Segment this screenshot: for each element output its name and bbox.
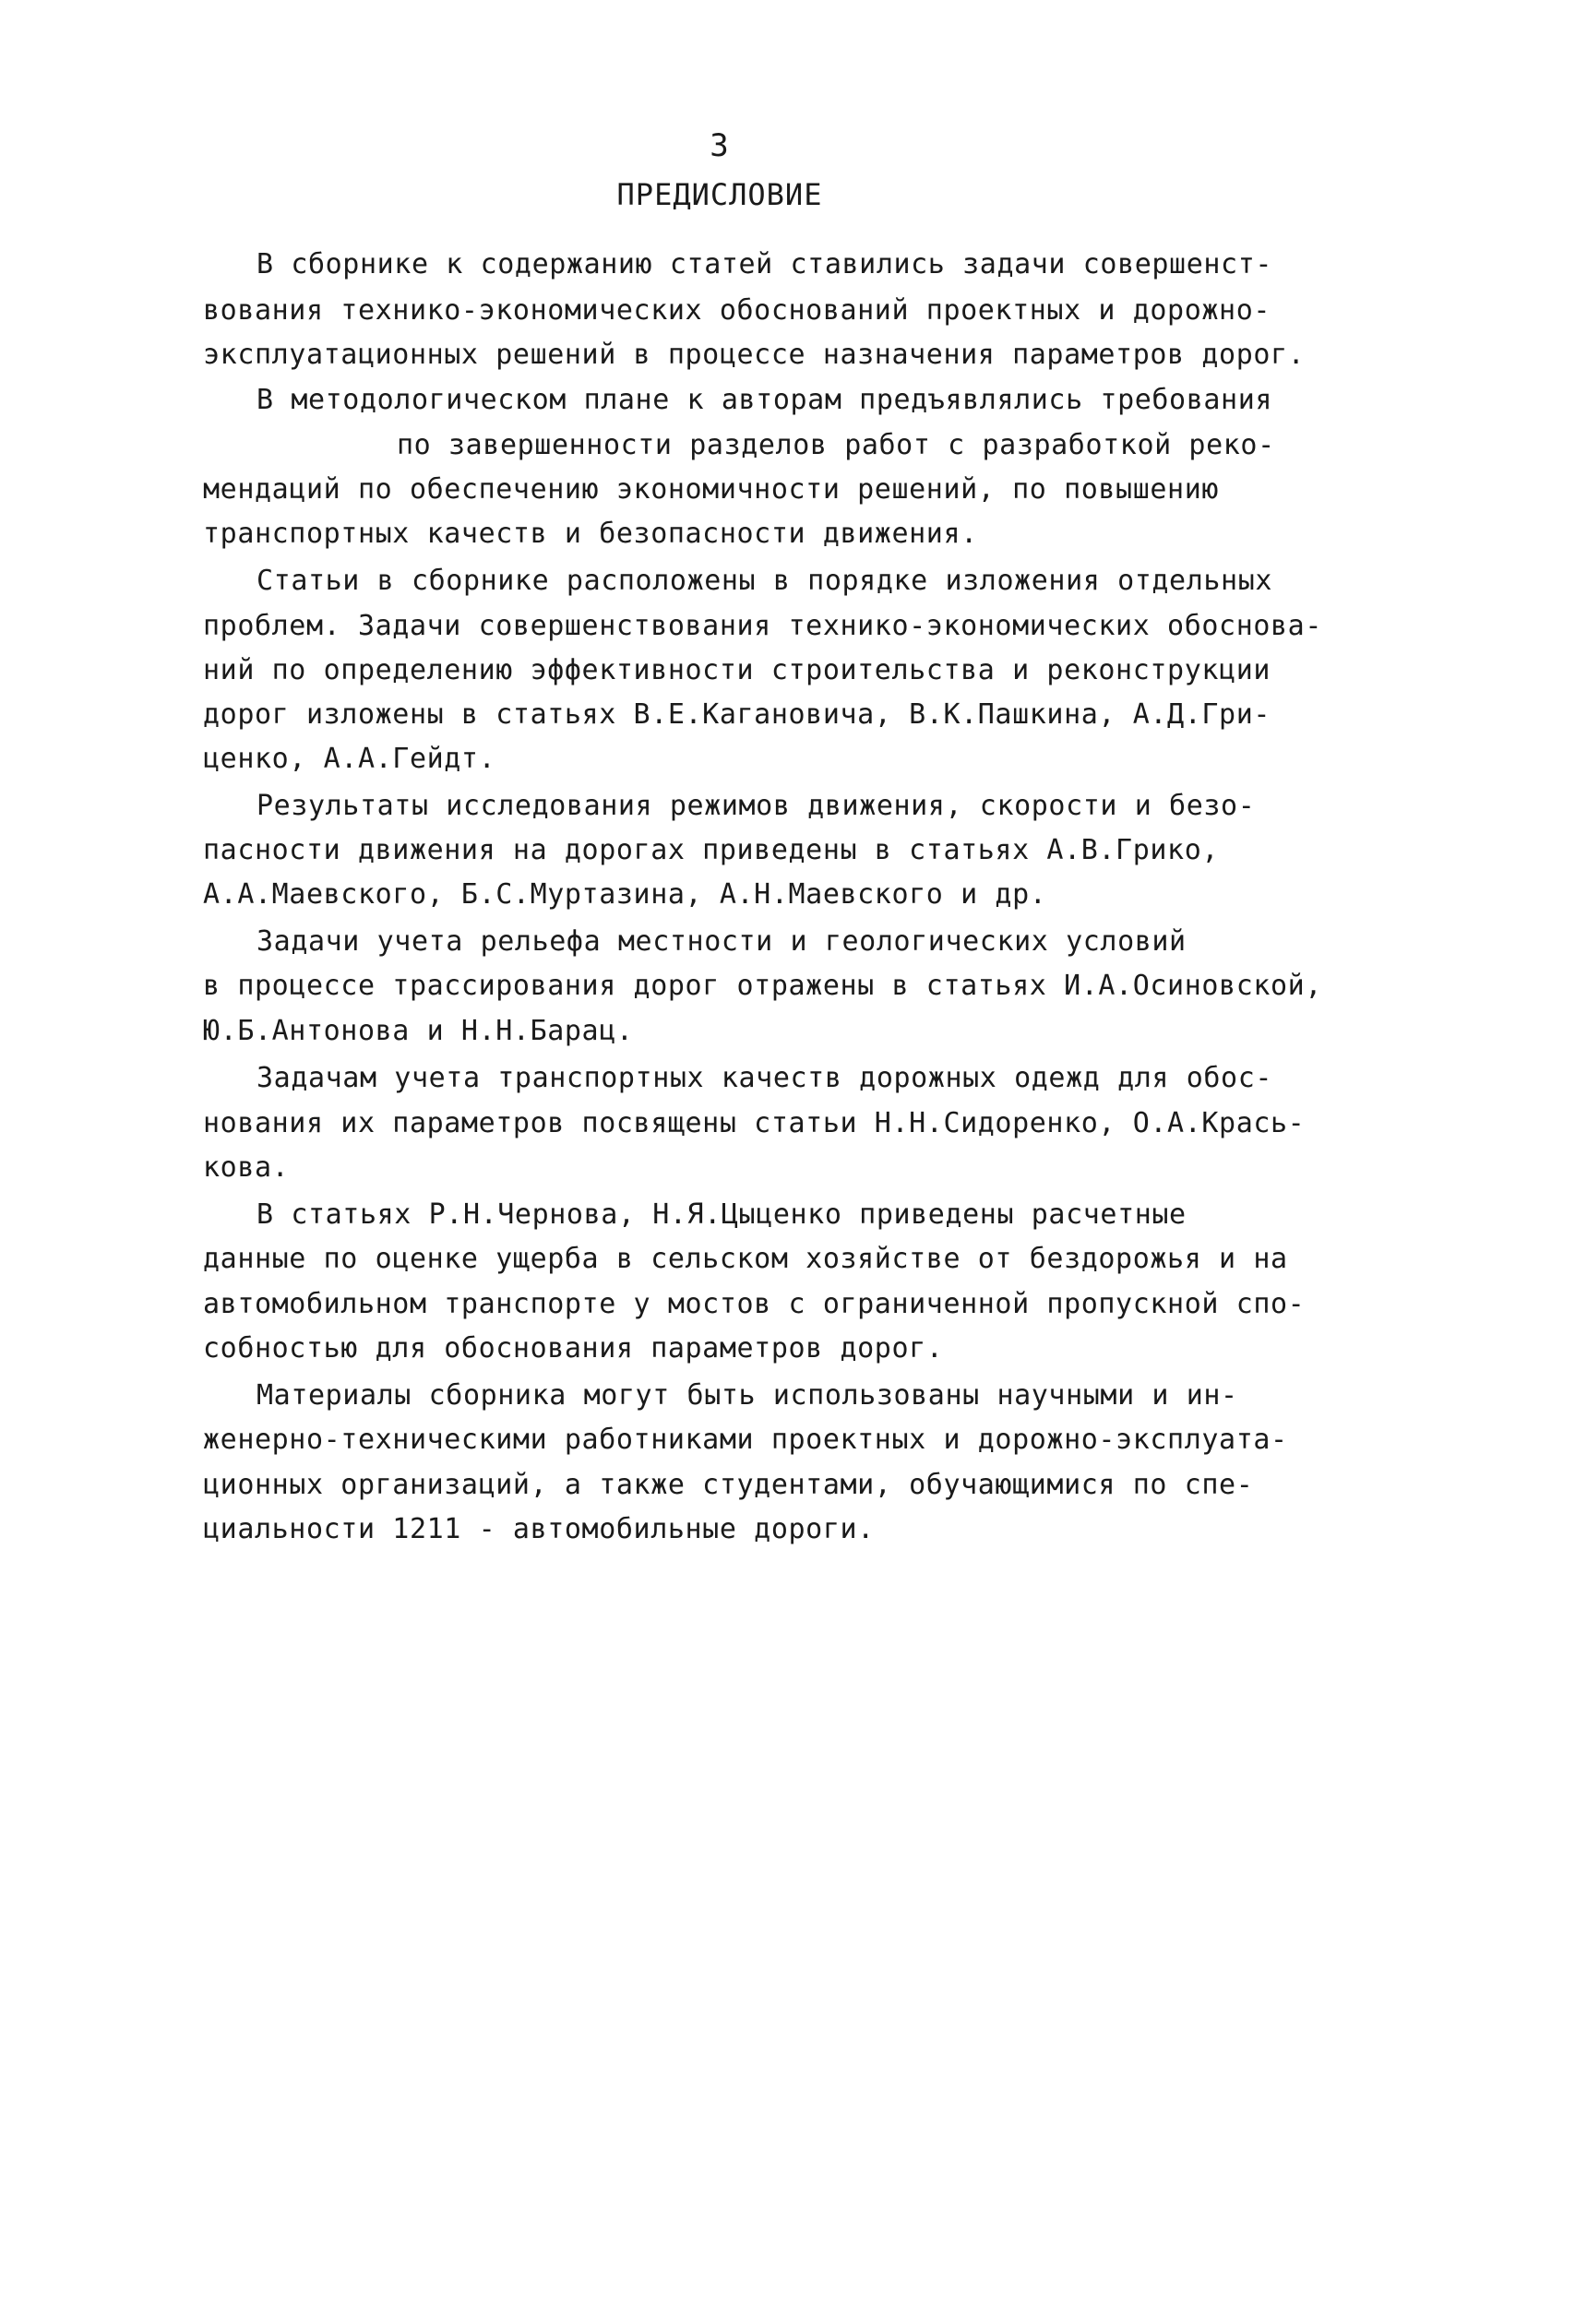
text-line: Результаты исследования режимов движения, скорости и безо- [257,790,1256,822]
text-line: А.А.Маевского, Б.С.Муртазина, А.Н.Маевского и др. [203,878,1047,911]
text-line: мендаций по обеспечению экономичности решений, по повышению [203,473,1220,506]
text-line: В методологическом плане к авторам предъявлялись требования [257,384,1273,416]
text-line: проблем. Задачи совершенствования технико-экономических обоснова- [203,610,1322,642]
text-line: ний по определению эффективности строительства и реконструкции [203,654,1271,686]
text-line: по завершенности разделов работ с разработкой реко- [397,429,1275,461]
text-line: нования их параметров посвящены статьи Н.Н.Сидоренко, О.А.Крась- [203,1107,1306,1139]
text-line: Задачам учета транспортных качеств дорожных одежд для обос- [257,1062,1273,1094]
text-line: женерно-техническими работниками проектных и дорожно-эксплуата- [203,1424,1288,1456]
text-line: вования технико-экономических обоснований проектных и дорожно- [203,294,1271,327]
page-number: 3 [710,127,730,164]
text-line: данные по оценке ущерба в сельском хозяйстве от бездорожья и на [203,1243,1288,1275]
text-line: Ю.Б.Антонова и Н.Н.Барац. [203,1015,634,1047]
section-heading: ПРЕДИСЛОВИЕ [616,177,823,212]
text-line: транспортных качеств и безопасности движения. [203,518,978,550]
text-line: дорог изложены в статьях В.Е.Кагановича, В.К.Пашкина, А.Д.Гри- [203,698,1271,731]
text-line: пасности движения на дорогах приведены в статьях А.В.Грико, [203,834,1220,866]
text-line: в процессе трассирования дорог отражены в статьях И.А.Осиновской, [203,970,1322,1002]
text-line: кова. [203,1151,290,1184]
text-line: Статьи в сборнике расположены в порядке изложения отдельных [257,565,1273,597]
text-line: В статьях Р.Н.Чернова, Н.Я.Цыценко приведены расчетные [257,1198,1187,1231]
text-line: эксплуатационных решений в процессе назначения параметров дорог. [203,339,1306,371]
text-line: Задачи учета рельефа местности и геологических условий [257,925,1187,958]
text-line: ционных организаций, а также студентами, обучающимися по спе- [203,1469,1254,1501]
text-line: Материалы сборника могут быть использованы научными и ин- [257,1379,1238,1412]
text-line: ценко, А.А.Гейдт. [203,743,496,775]
text-line: В сборнике к содержанию статей ставились задачи совершенст- [257,248,1273,280]
text-line: собностью для обоснования параметров дорог. [203,1332,944,1365]
text-line: автомобильном транспорте у мостов с ограниченной пропускной спо- [203,1288,1306,1320]
text-line: циальности 1211 - автомобильные дороги. [203,1513,875,1545]
